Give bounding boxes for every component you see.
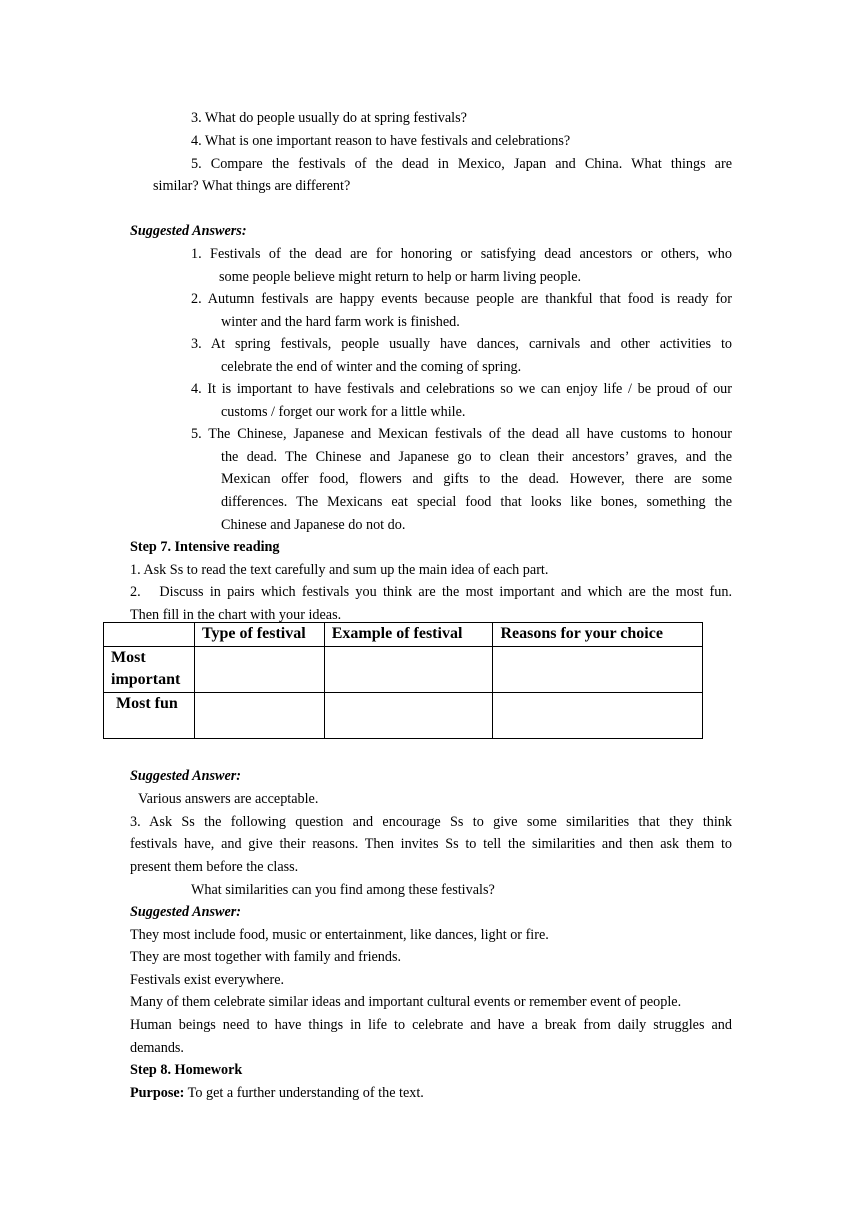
table-row	[104, 647, 703, 693]
answer-5-line-5: Chinese and Japanese do not do.	[221, 517, 406, 533]
row-label-most-important	[104, 647, 195, 693]
table-row	[104, 693, 703, 739]
answer-4-line-1: 4. It is important to have festivals and celebrations so we can enjoy life / be proud of our	[191, 381, 732, 397]
task-3-line-3: present them before the class.	[130, 859, 299, 875]
purpose-label: Purpose:	[130, 1085, 185, 1101]
answer-1-line-1: 1. Festivals of the dead are for honoring or satisfying dead ancestors or others, who	[191, 246, 732, 262]
similarity-line: Many of them celebrate similar ideas and important cultural events or remember event of people.	[130, 994, 682, 1010]
question-5-line-2: similar? What things are different?	[153, 178, 351, 194]
step-7-task-1: 1. Ask Ss to read the text carefully and sum up the main idea of each part.	[130, 562, 549, 578]
similarity-line: Human beings need to have things in life to celebrate and have a break from daily struggles and	[130, 1017, 732, 1033]
table-cell[interactable]	[493, 647, 703, 693]
answer-5-line-2: the dead. The Chinese and Japanese go to clean their ancestors’ graves, and the	[221, 449, 732, 465]
table-header-row	[104, 623, 703, 647]
question-5-line-1: 5. Compare the festivals of the dead in Mexico, Japan and China. What things are	[191, 156, 732, 172]
table-cell[interactable]	[493, 693, 703, 739]
question-4: 4. What is one important reason to have festivals and celebrations?	[191, 133, 571, 149]
similarity-line: They are most together with family and friends.	[130, 949, 402, 965]
answer-2-line-1: 2. Autumn festivals are happy events because people are thankful that food is ready for	[191, 291, 732, 307]
table-header-example: Example of festival	[324, 623, 493, 647]
answer-3-line-2: celebrate the end of winter and the coming of spring.	[221, 359, 522, 375]
task-3-line-1: 3. Ask Ss the following question and encourage Ss to give some similarities that they think	[130, 814, 732, 830]
table-header-type: Type of festival	[194, 623, 324, 647]
table-cell[interactable]	[194, 693, 324, 739]
step-8-purpose	[130, 1084, 424, 1102]
table-header-empty	[104, 623, 195, 647]
task-3-question: What similarities can you find among these festivals?	[191, 882, 495, 898]
suggested-answers-heading: Suggested Answers:	[130, 223, 247, 239]
task-3-line-2: festivals have, and give their reasons. Then invites Ss to tell the similarities and then ask them to	[130, 836, 732, 852]
suggested-answer-heading: Suggested Answer:	[130, 768, 242, 784]
answer-5-line-1: 5. The Chinese, Japanese and Mexican festivals of the dead all have customs to honour	[191, 426, 732, 442]
similarity-line: demands.	[130, 1040, 184, 1056]
table-cell[interactable]	[324, 647, 493, 693]
step-7-task-2-line-1: 2. Discuss in pairs which festivals you think are the most important and which are the most fun.	[130, 584, 732, 600]
table-cell[interactable]	[194, 647, 324, 693]
step-7-task-2-line-2: Then fill in the chart with your ideas.	[130, 607, 342, 623]
step-8-heading: Step 8. Homework	[130, 1062, 243, 1078]
answer-4-line-2: customs / forget our work for a little while.	[221, 404, 466, 420]
row-label-line-1: Most	[111, 649, 146, 666]
suggested-answer-text: Various answers are acceptable.	[138, 791, 319, 807]
answer-2-line-2: winter and the hard farm work is finished.	[221, 314, 460, 330]
table-cell[interactable]	[324, 693, 493, 739]
step-7-heading: Step 7. Intensive reading	[130, 539, 280, 555]
answer-1-line-2: some people believe might return to help or harm living people.	[219, 269, 582, 285]
festival-chart-table	[103, 622, 703, 739]
question-3: 3. What do people usually do at spring festivals?	[191, 110, 467, 126]
answer-5-line-4: differences. The Mexicans eat special food that looks like bones, something the	[221, 494, 732, 510]
row-label-line-2: important	[111, 671, 181, 688]
answer-5-line-3: Mexican offer food, flowers and gifts to the dead. However, there are some	[221, 471, 732, 487]
suggested-answer-heading: Suggested Answer:	[130, 904, 242, 920]
row-label-most-fun: Most fun	[104, 693, 195, 739]
similarity-line: Festivals exist everywhere.	[130, 972, 285, 988]
purpose-text: To get a further understanding of the text.	[184, 1085, 424, 1101]
table-header-reasons: Reasons for your choice	[493, 623, 703, 647]
answer-3-line-1: 3. At spring festivals, people usually have dances, carnivals and other activities to	[191, 336, 732, 352]
similarity-line: They most include food, music or entertainment, like dances, light or fire.	[130, 927, 549, 943]
